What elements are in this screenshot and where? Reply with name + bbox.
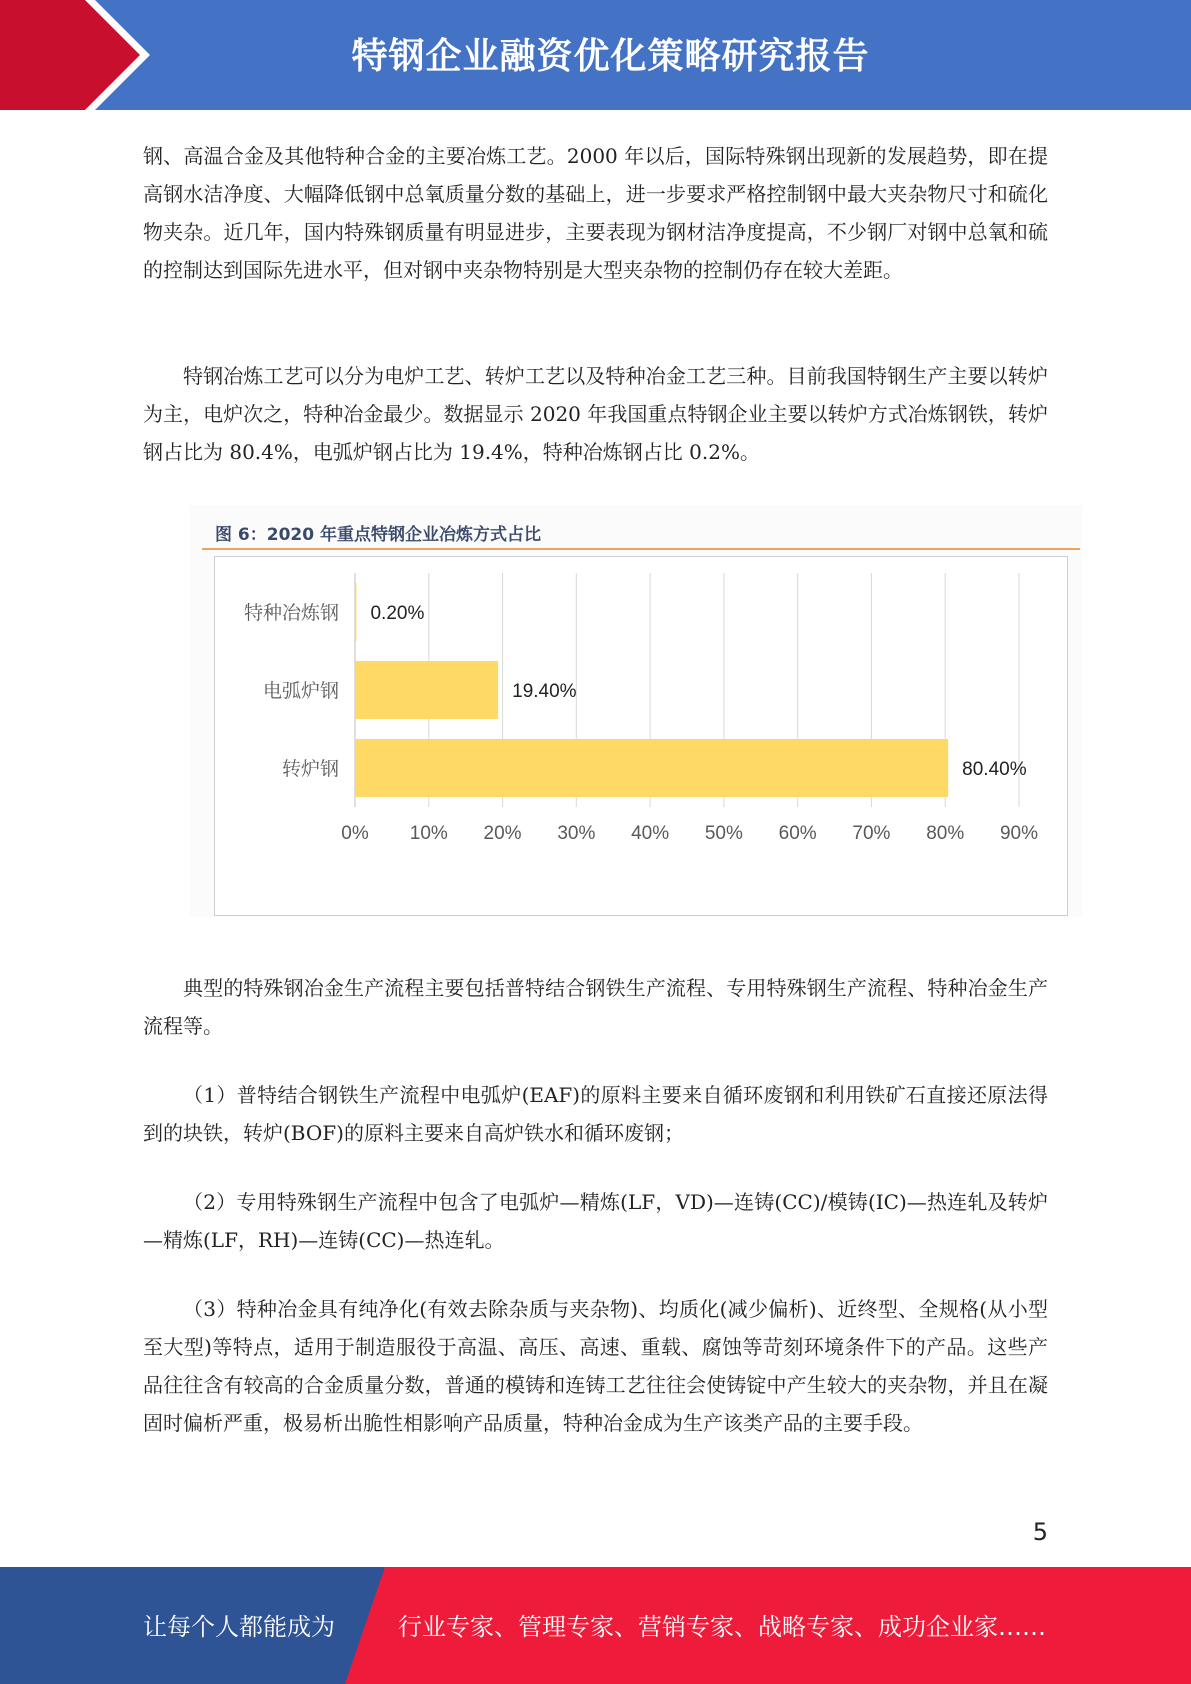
x-tick-label: 90% <box>999 823 1039 844</box>
x-tick-label: 50% <box>704 823 743 844</box>
page-number: 5 <box>1032 1518 1048 1546</box>
paragraph-4: （1）普特结合钢铁生产流程中电弧炉(EAF)的原料主要来自循环废钢和利用铁矿石直接还原法得到的块铁，转炉(BOF)的原料主要来自高炉铁水和循环废钢； <box>143 1083 1048 1145</box>
x-tick-label: 60% <box>778 823 817 844</box>
data-label: 0.20% <box>370 603 425 624</box>
bar <box>355 583 356 641</box>
page-header <box>0 0 1191 110</box>
paragraph-2: 特钢冶炼工艺可以分为电炉工艺、转炉工艺以及特种冶金工艺三种。目前我国特钢生产主要以转炉为主，电炉次之，特种冶金最少。数据显示 2020 年我国重点特钢企业主要以转炉方式冶炼钢铁，转炉钢占比为 80.4%，电弧炉钢占比为 19.4%，特种冶炼钢占比 0.2%。 <box>143 364 1048 464</box>
category-label: 转炉钢 <box>281 758 339 780</box>
chart-frame <box>214 556 1068 916</box>
bar <box>355 661 498 719</box>
x-tick-label: 20% <box>483 823 522 844</box>
data-label: 19.40% <box>512 681 577 702</box>
report-title: 特钢企业融资优化策略研究报告 <box>351 36 870 77</box>
x-tick-label: 10% <box>409 823 448 844</box>
footer-slogan-left: 让每个人都能成为 <box>143 1613 335 1641</box>
data-label: 80.40% <box>962 759 1027 780</box>
paragraph-3: 典型的特殊钢冶金生产流程主要包括普特结合钢铁生产流程、专用特殊钢生产流程、特种冶金生产流程等。 <box>143 976 1048 1038</box>
bar <box>355 739 948 797</box>
x-tick-label: 70% <box>852 823 891 844</box>
category-label: 电弧炉钢 <box>262 680 339 702</box>
paragraph-5: （2）专用特殊钢生产流程中包含了电弧炉—精炼(LF，VD)—连铸(CC)/模铸(IC)—热连轧及转炉—精炼(LF，RH)—连铸(CC)—热连轧。 <box>143 1190 1048 1252</box>
bar-chart <box>215 557 1067 915</box>
x-tick-label: 30% <box>557 823 596 844</box>
category-label: 特种冶炼钢 <box>243 602 339 624</box>
paragraph-6: （3）特种冶金具有纯净化(有效去除杂质与夹杂物)、均质化(减少偏析)、近终型、全规格(从小型至大型)等特点，适用于制造服役于高温、高压、高速、重载、腐蚀等苛刻环境条件下的产品。这些产品往往含有较高的合金质量分数，普通的模铸和连铸工艺往往会使铸锭中产生较大的夹杂物，并且在凝固时偏析严重，极易析出脆性相影响产品质量，特种冶金成为生产该类产品的主要手段。 <box>143 1297 1048 1435</box>
footer-slogan-right: 行业专家、管理专家、营销专家、战略专家、成功企业家…… <box>398 1613 1046 1641</box>
chart-title: 图 6：2020 年重点特钢企业冶炼方式占比 <box>215 525 541 545</box>
chart-title-rule <box>202 548 1080 550</box>
x-tick-label: 80% <box>926 823 965 844</box>
x-tick-label: 0% <box>341 823 369 844</box>
x-tick-label: 40% <box>631 823 670 844</box>
page-footer <box>0 1567 1191 1684</box>
paragraph-1: 钢、高温合金及其他特种合金的主要冶炼工艺。2000 年以后，国际特殊钢出现新的发展趋势，即在提高钢水洁净度、大幅降低钢中总氧质量分数的基础上，进一步要求严格控制钢中最大夹杂物尺寸和硫化物夹杂。近几年，国内特殊钢质量有明显进步，主要表现为钢材洁净度提高，不少钢厂对钢中总氧和硫的控制达到国际先进水平，但对钢中夹杂物特别是大型夹杂物的控制仍存在较大差距。 <box>143 144 1048 282</box>
